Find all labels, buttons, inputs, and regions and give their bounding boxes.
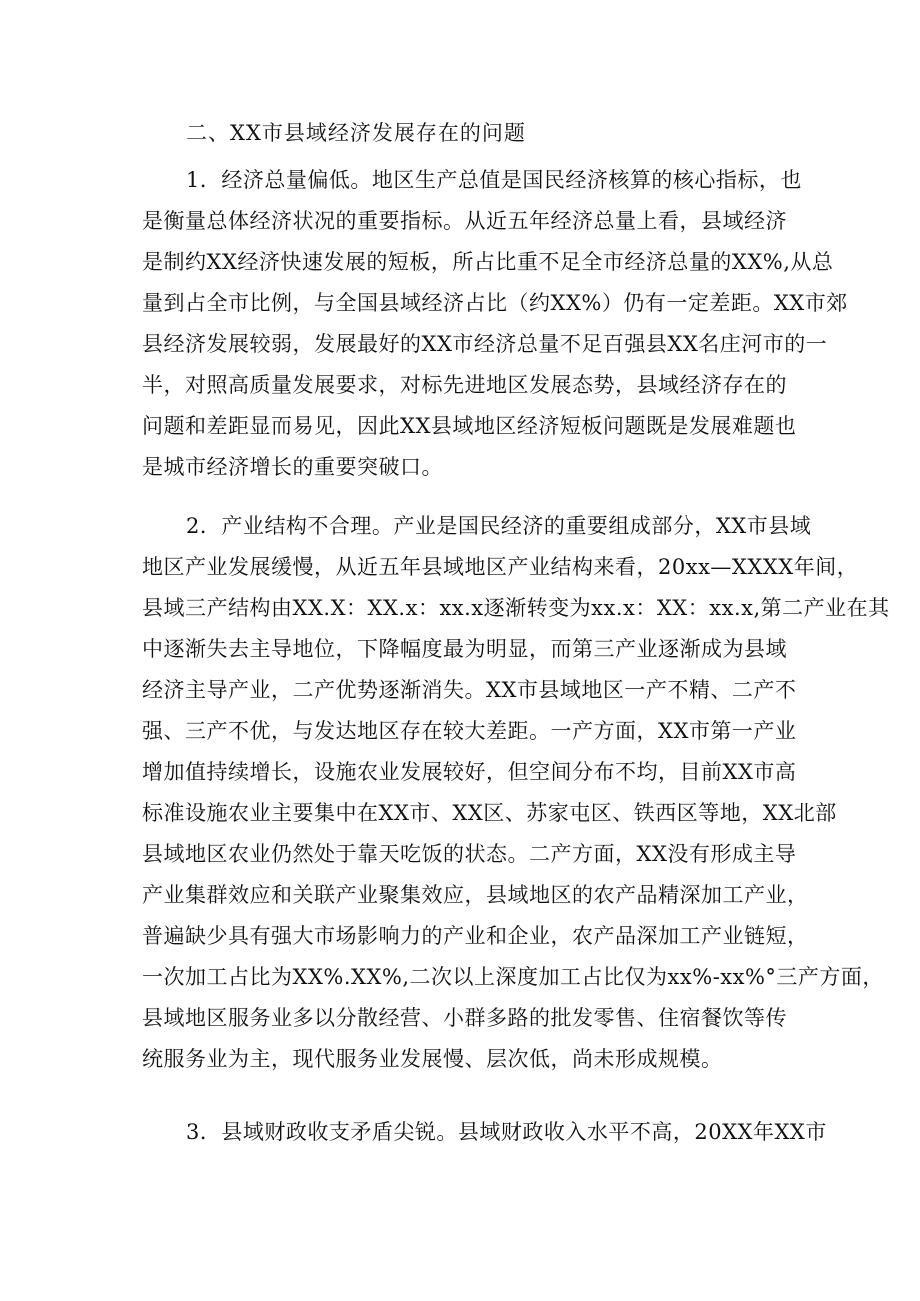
- section-heading: 二、XX市县域经济发展存在的问题: [186, 121, 526, 145]
- paragraph-2-line: 统服务业为主，现代服务业发展慢、层次低，尚未形成规模。: [142, 1047, 723, 1071]
- paragraph-1-line: 问题和差距显而易见，因此XX县域地区经济短板问题既是发展难题也: [142, 414, 797, 438]
- paragraph-2-line: 标准设施农业主要集中在XX市、XX区、苏家屯区、铁西区等地，XX北部: [142, 801, 837, 825]
- paragraph-2-line: 县域地区服务业多以分散经营、小群多路的批发零售、住宿餐饮等传: [142, 1006, 787, 1030]
- paragraph-1-line: 量到占全市比例，与全国县域经济占比（约XX%）仍有一定差距。XX市郊: [142, 291, 848, 315]
- paragraph-1-line: 是城市经济增长的重要突破口。: [142, 455, 443, 479]
- paragraph-2-line: 普遍缺少具有强大市场影响力的产业和企业，农产品深加工产业链短，: [142, 924, 809, 948]
- paragraph-2-line: 产业集群效应和关联产业聚集效应，县域地区的农产品精深加工产业，: [142, 883, 809, 907]
- paragraph-2-line: 中逐渐失去主导地位，下降幅度最为明显，而第三产业逐渐成为县域: [142, 637, 787, 661]
- paragraph-1-line: 是制约XX经济快速发展的短板，所占比重不足全市经济总量的XX%,从总: [142, 250, 834, 274]
- paragraph-2-line: 地区产业发展缓慢，从近五年县域地区产业结构来看，20xx—XXXX年间，: [142, 555, 859, 579]
- paragraph-2-line: 县域地区农业仍然处于靠天吃饭的状态。二产方面，XX没有形成主导: [142, 842, 797, 866]
- paragraph-2-line: 2．产业结构不合理。产业是国民经济的重要组成部分，XX市县域: [186, 514, 812, 538]
- paragraph-2-line: 经济主导产业，二产优势逐渐消失。XX市县域地区一产不精、二产不: [142, 678, 797, 702]
- paragraph-3-line: 3．县域财政收支矛盾尖锐。县域财政收入水平不高，20XX年XX市: [186, 1120, 827, 1144]
- paragraph-1-line: 1．经济总量偏低。地区生产总值是国民经济核算的核心指标，也: [186, 168, 802, 192]
- paragraph-1-line: 半，对照高质量发展要求，对标先进地区发展态势，县域经济存在的: [142, 373, 787, 397]
- paragraph-2-line: 县域三产结构由XX.X：XX.x：xx.x逐渐转变为xx.x：XX：xx.x,第二产业在其: [142, 596, 890, 620]
- paragraph-1-line: 是衡量总体经济状况的重要指标。从近五年经济总量上看，县域经济: [142, 209, 787, 233]
- paragraph-2-line: 一次加工占比为XX%.XX%,二次以上深度加工占比仅为xx%-xx%°三产方面，: [142, 965, 884, 989]
- paragraph-2-line: 强、三产不优，与发达地区存在较大差距。一产方面，XX市第一产业: [142, 719, 797, 743]
- paragraph-2-line: 增加值持续增长，设施农业发展较好，但空间分布不均，目前XX市高: [142, 760, 797, 784]
- paragraph-1-line: 县经济发展较弱，发展最好的XX市经济总量不足百强县XX名庄河市的一: [142, 332, 828, 356]
